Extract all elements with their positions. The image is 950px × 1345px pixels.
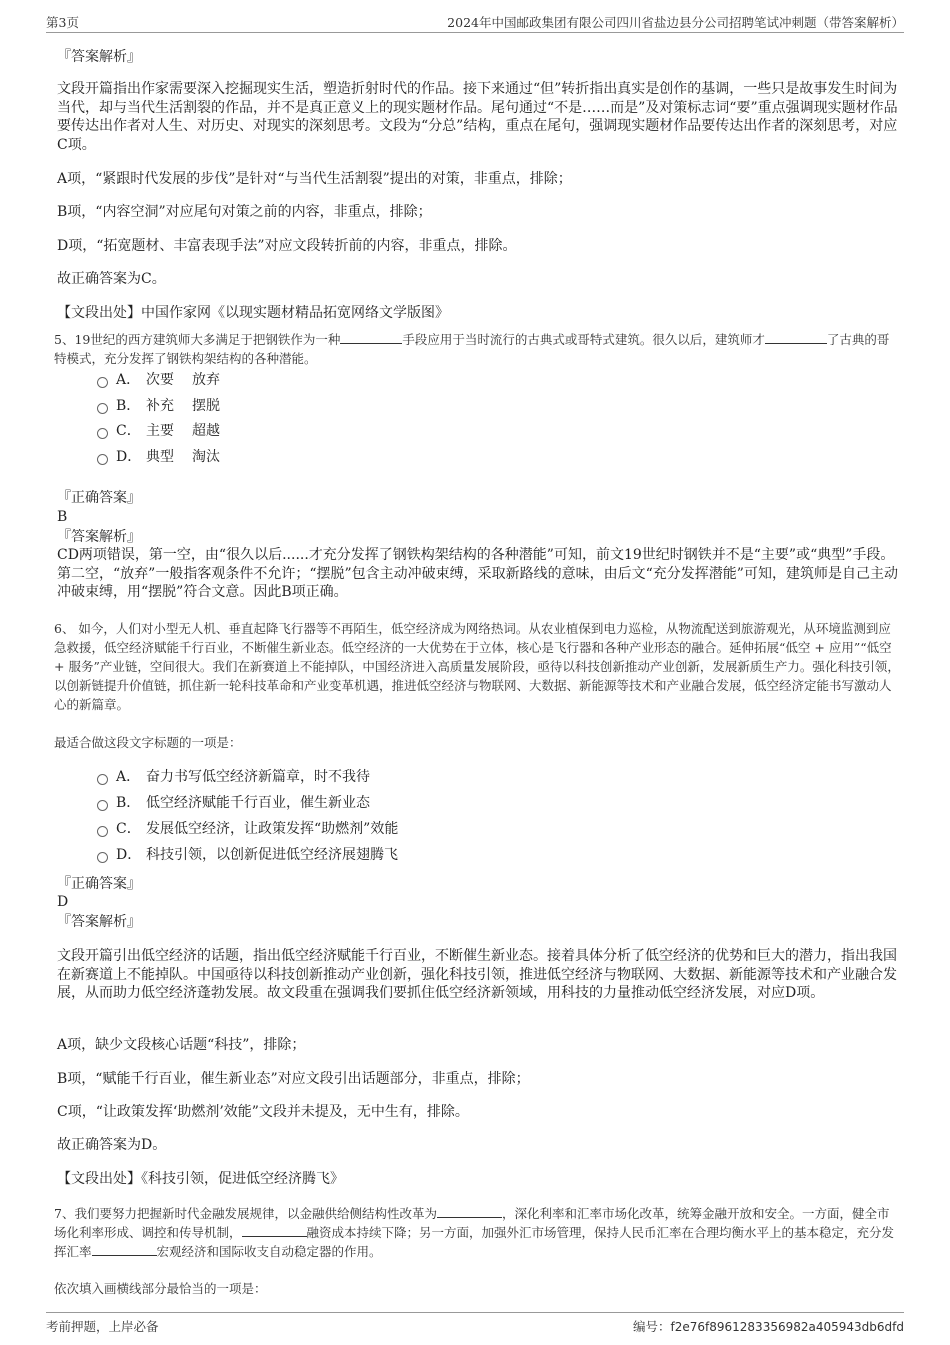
q6-option-d[interactable]: D． 科技引领，以创新促进低空经济展翅腾飞 bbox=[97, 845, 398, 865]
q6-conclusion: 故正确答案为D。 bbox=[57, 1137, 167, 1153]
q4-conclusion: 故正确答案为C。 bbox=[57, 271, 166, 287]
q6-correct-label: 『正确答案』 bbox=[57, 876, 141, 892]
radio-icon[interactable] bbox=[97, 800, 108, 811]
q7-blank-1 bbox=[437, 1205, 502, 1218]
q6-option-c[interactable]: C． 发展低空经济，让政策发挥“助燃剂”效能 bbox=[97, 819, 398, 839]
q5-option-a[interactable]: A． 次要 放弃 bbox=[97, 370, 220, 390]
q4-analysis-text: 文段开篇指出作家需要深入挖掘现实生活，塑造折射时代的作品。接下来通过“但”转折指出真实是创作的基调，一些只是故事发生时间为当代，却与当代生活割裂的作品，并不是真正意义上的现实题材作品。尾句通过“不是……而是”及对策标志词“要”重点强调现实题材作品要传达出作者对人生、对历史、对现实的深刻思考。文段为“分总”结构，重点在尾句，强调现实题材作品要传达出作者的深刻思考，对应C项。 bbox=[57, 81, 898, 153]
radio-icon[interactable] bbox=[97, 454, 108, 465]
q5-correct-label: 『正确答案』 bbox=[57, 490, 141, 506]
radio-icon[interactable] bbox=[97, 852, 108, 863]
radio-icon[interactable] bbox=[97, 403, 108, 414]
q4-analysis-label: 『答案解析』 bbox=[57, 49, 141, 65]
page-header bbox=[46, 10, 904, 33]
q4-source: 【文段出处】中国作家网《以现实题材精品拓宽网络文学版图》 bbox=[57, 305, 449, 321]
q4-a-line: A项，“紧跟时代发展的步伐”是针对“与当代生活割裂”提出的对策，非重点，排除； bbox=[57, 171, 572, 187]
q6-analysis-label: 『答案解析』 bbox=[57, 914, 141, 930]
q7-stem: 7、我们要努力把握新时代金融发展规律，以金融供给侧结构性改革为 ，深化利率和汇率市场化改革，统筹金融开放和安全。一方面，健全市场化利率形成、调控和传导机制， 融资成本持续下降；另一方面，加强外汇市场管理，保持人民币汇率在合理均衡水平上的基本稳定，充分发挥汇率 宏观经济和国际收支自动稳定器的作用。 bbox=[54, 1206, 895, 1259]
q4-d-line: D项，“拓宽题材、丰富表现手法”对应文段转折前的内容，非重点，排除。 bbox=[57, 238, 517, 254]
q5-correct-answer: B bbox=[57, 509, 68, 525]
q6-ask: 最适合做这段文字标题的一项是： bbox=[54, 735, 242, 750]
q5-option-d[interactable]: D． 典型 淘汰 bbox=[97, 447, 220, 467]
radio-icon[interactable] bbox=[97, 428, 108, 439]
q6-analysis-text: 文段开篇引出低空经济的话题，指出低空经济赋能千行百业，不断催生新业态。接着具体分析了低空经济的优势和巨大的潜力，指出我国在新赛道上不能掉队。中国亟待以科技创新推动产业创新，强化科技引领，推进低空经济与物联网、大数据、新能源等技术和产业融合发展，从而助力低空经济蓬勃发展。故文段重在强调我们要抓住低空经济新领域，用科技的力量推动低空经济发展，对应D项。 bbox=[57, 948, 897, 1001]
radio-icon[interactable] bbox=[97, 774, 108, 785]
q6-source: 【文段出处】《科技引领，促进低空经济腾飞》 bbox=[57, 1171, 344, 1187]
q6-b-line: B项，“赋能千行百业，催生新业态”对应文段引出话题部分，非重点，排除； bbox=[57, 1071, 530, 1087]
q6-option-b[interactable]: B． 低空经济赋能千行百业，催生新业态 bbox=[97, 793, 370, 813]
q5-blank-2 bbox=[765, 331, 827, 344]
q5-stem: 5、19世纪的西方建筑师大多满足于把钢铁作为一种 手段应用于当时流行的古典式或哥特式建筑。很久以后，建筑师才 了古典的哥特模式，充分发挥了钢铁构架结构的各种潜能。 bbox=[54, 332, 890, 366]
q6-correct-answer: D bbox=[57, 894, 69, 910]
q7-ask: 依次填入画横线部分最恰当的一项是： bbox=[54, 1281, 267, 1296]
q6-option-a[interactable]: A． 奋力书写低空经济新篇章，时不我待 bbox=[97, 767, 370, 787]
q5-option-c[interactable]: C． 主要 超越 bbox=[97, 421, 220, 441]
q7-blank-2 bbox=[242, 1224, 307, 1237]
q5-analysis-text: CD两项错误，第一空，由“很久以后......才充分发挥了钢铁构架结构的各种潜能”可知，前文19世纪时钢铁并不是“主要”或“典型”手段。第二空，“放弃”一般指客观条件不允许；“摆脱”包含主动冲破束缚，采取新路线的意味，由后文“充分发挥潜能”可知，建筑师是自己主动冲破束缚，用“摆脱”符合文意。因此B项正确。 bbox=[57, 547, 898, 600]
document-title: 2024年中国邮政集团有限公司四川省盐边县分公司招聘笔试冲刺题（带答案解析） bbox=[447, 15, 904, 30]
q5-blank-1 bbox=[340, 331, 402, 344]
footer-serial: 编号：f2e76f8961283356982a405943db6dfd bbox=[633, 1319, 904, 1334]
q6-a-line: A项，缺少文段核心话题“科技”，排除； bbox=[57, 1037, 306, 1053]
radio-icon[interactable] bbox=[97, 377, 108, 388]
q7-blank-3 bbox=[92, 1243, 157, 1256]
q6-c-line: C项，“让政策发挥‘助燃剂’效能”文段并未提及，无中生有，排除。 bbox=[57, 1104, 469, 1120]
page-number: 第3页 bbox=[46, 15, 79, 30]
q5-analysis-label: 『答案解析』 bbox=[57, 529, 141, 545]
q4-b-line: B项，“内容空洞”对应尾句对策之前的内容，非重点，排除； bbox=[57, 204, 432, 220]
page-footer bbox=[46, 1312, 904, 1334]
q6-stem: 6、 如今，人们对小型无人机、垂直起降飞行器等不再陌生，低空经济成为网络热词。从农业植保到电力巡检，从物流配送到旅游观光，从环境监测到应急救援，低空经济赋能千行百业，不断催生新业态。低空经济的一大优势在于立体，核心是飞行器和各种产业形态的融合。延伸拓展“低空 + 应用”“低空 + 服务”产业链，空间很大。我们在新赛道上不能掉队，中国经济进入高质量发展阶段，亟待以科技创新推动产业创新，发展新质生产力。强化科技引领，以创新链提升价值链，抓住新一轮科技革命和产业变革机遇，推进低空经济与物联网、大数据、新能源等技术和产业融合发展，低空经济定能书写激动人心的新篇章。 bbox=[54, 621, 900, 712]
radio-icon[interactable] bbox=[97, 826, 108, 837]
footer-slogan: 考前押题，上岸必备 bbox=[46, 1319, 159, 1334]
q5-option-b[interactable]: B． 补充 摆脱 bbox=[97, 396, 220, 416]
